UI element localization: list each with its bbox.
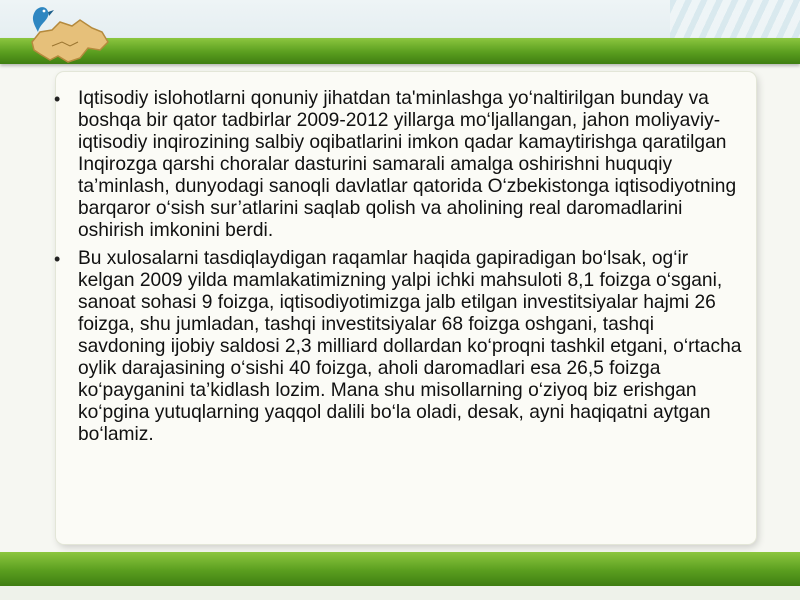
uzbekistan-map-icon bbox=[22, 2, 114, 76]
bullet-item-1 bbox=[54, 88, 744, 242]
bullet-item-2 bbox=[54, 248, 744, 446]
bird-icon bbox=[33, 7, 54, 32]
footer-green-bar bbox=[0, 552, 800, 586]
bullet-text: Iqtisodiy islohotlarni qonuniy jihatdan ta'minlashga yo‘naltirilgan bunday va boshqa bir qator tadbirlar 2009-2012 yillarga mo‘ljallangan, jahon moliyaviy-iqtisodiy inqirozining salbiy oqibatlarini imkon qadar kamaytirishga qaratilgan Inqirozga qarshi choralar dasturini samarali amalga oshirishni huquqiy ta’minlash, dunyodagi sanoqli davlatlar qatorida O‘zbekistonga iqtisodiyotning barqaror o‘sish sur’atlarini saqlab qolish va aholining real daromadlarini oshirish imkonini berdi. bbox=[78, 88, 737, 241]
bullet-list bbox=[54, 88, 744, 452]
header-green-bar bbox=[0, 38, 800, 64]
bullet-marker: • bbox=[54, 249, 61, 269]
footer-strip bbox=[0, 586, 800, 600]
bullet-marker: • bbox=[54, 89, 61, 109]
bullet-text: Bu xulosalarni tasdiqlaydigan raqamlar haqida gapiradigan bo‘lsak, og‘ir kelgan 2009 yilda mamlakatimizning yalpi ichki mahsuloti 8,1 foizga o‘sgani, sanoat sohasi 9 foizga, iqtisodiyotimizga jalb etilgan investitsiyalar hajmi 26 foizga, shu jumladan, tashqi investitsiyalar 68 foizga oshgani, tashqi savdoning ijobiy saldosi 2,3 milliard dollardan ko‘proqni tashkil etgani, o‘rtacha oylik darajasining o‘sishi 40 foizga, aholi daromadlari esa 26,5 foizga ko‘payganini ta’kidlash lozim. Mana shu misollarning o‘ziyoq biz erishgan ko‘pgina yutuqlarning yaqqol dalili bo‘la oladi, desak, ayni haqiqatni aytgan bo‘lamiz. bbox=[78, 248, 742, 445]
